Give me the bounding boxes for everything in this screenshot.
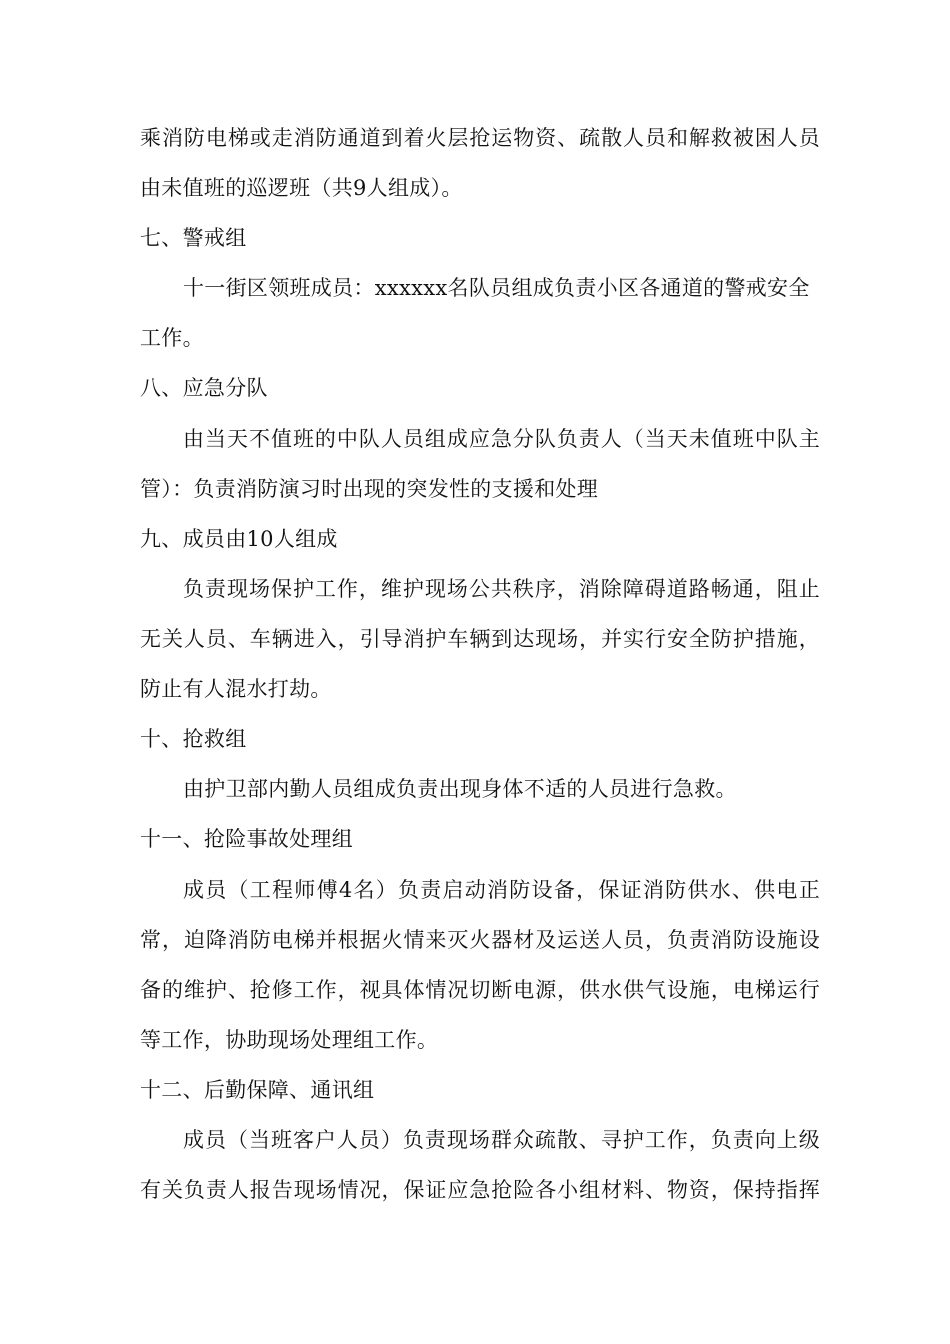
body-text-line: 成员（工程师傅4名）负责启动消防设备，保证消防供水、供电正 [183,878,820,902]
body-text-line: 有关负责人报告现场情况，保证应急抢险各小组材料、物资，保持指挥 [140,1178,820,1202]
section-heading: 十、抢救组 [140,727,247,751]
body-text-line: 常，迫降消防电梯并根据火情来灭火器材及运送人员，负责消防设施设 [140,928,820,952]
body-text-line: 等工作，协助现场处理组工作。 [140,1028,439,1052]
body-text-line: 乘消防电梯或走消防通道到着火层抢运物资、疏散人员和解救被困人员 [140,126,820,150]
body-text-line: 工作。 [140,326,204,350]
body-text-line: 十一街区领班成员：xxxxxx名队员组成负责小区各通道的警戒安全 [183,276,810,300]
section-heading: 十一、抢险事故处理组 [140,827,353,851]
body-text-line: 负责现场保护工作，维护现场公共秩序，消除障碍道路畅通，阻止 [183,577,820,601]
section-heading: 八、应急分队 [140,376,268,400]
body-text-line: 无关人员、车辆进入，引导消护车辆到达现场，并实行安全防护措施， [140,627,820,651]
body-text-line: 由未值班的巡逻班（共9人组成）。 [140,176,463,200]
body-text-line: 由护卫部内勤人员组成负责出现身体不适的人员进行急救。 [183,777,737,801]
body-text-line: 管）：负责消防演习时出现的突发性的支援和处理 [140,477,599,501]
section-heading: 七、警戒组 [140,226,247,250]
body-text-line: 备的维护、抢修工作，视具体情况切断电源，供水供气设施，电梯运行 [140,978,820,1002]
body-text-line: 由当天不值班的中队人员组成应急分队负责人（当天未值班中队主 [183,427,820,451]
section-heading: 十二、后勤保障、通讯组 [140,1078,375,1102]
section-heading: 九、成员由10人组成 [140,527,338,551]
body-text-line: 成员（当班客户人员）负责现场群众疏散、寻护工作，负责向上级 [183,1128,820,1152]
body-text-line: 防止有人混水打劫。 [140,677,332,701]
